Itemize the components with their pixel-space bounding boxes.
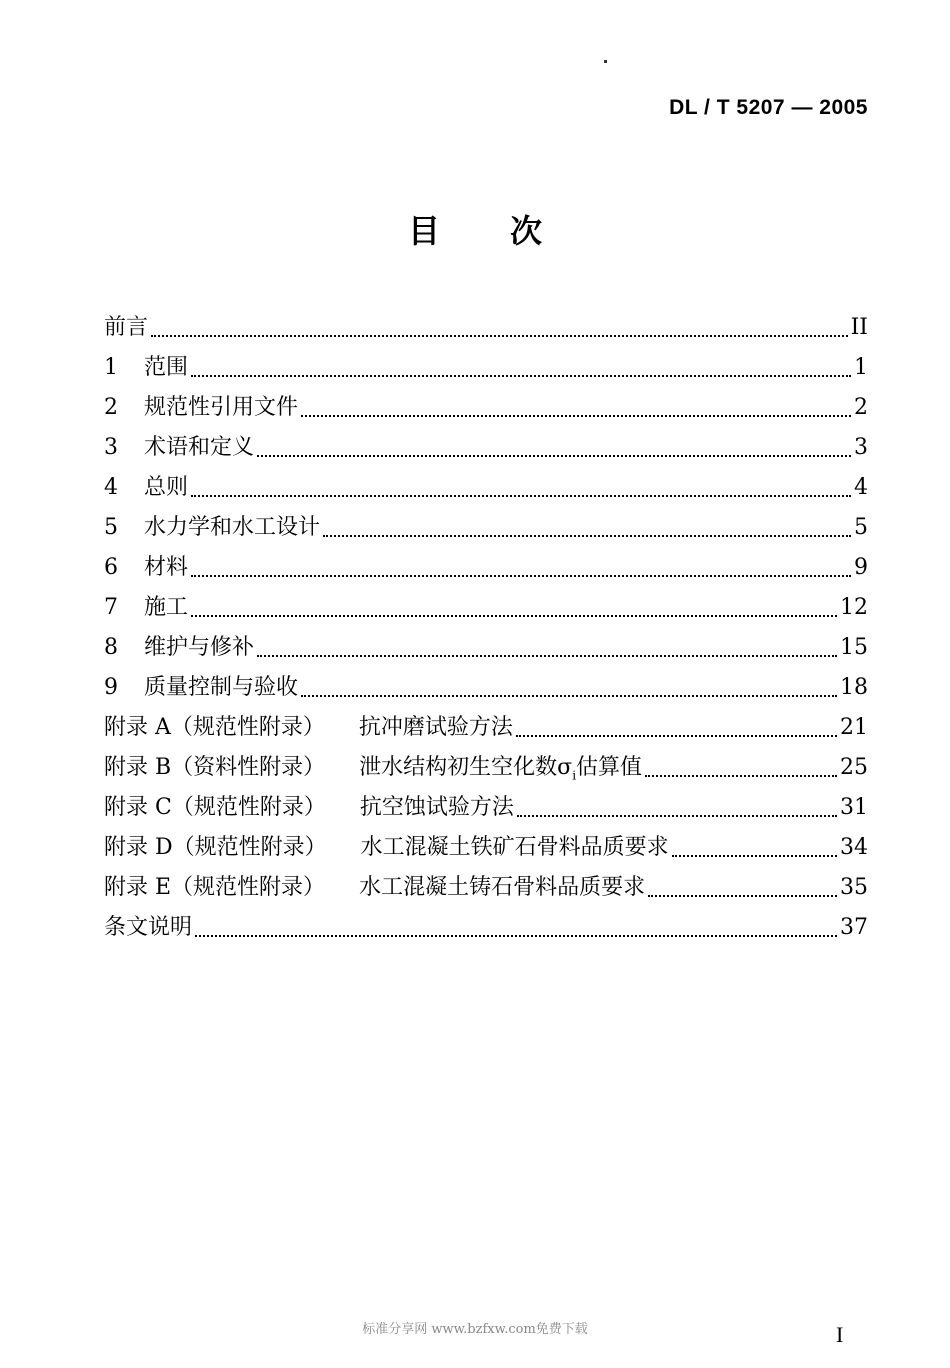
dot-leader bbox=[195, 935, 837, 937]
toc-entry-foreword[interactable] bbox=[104, 308, 868, 348]
toc-page: 1 bbox=[854, 355, 868, 380]
appendix-prefix: 附录 A（规范性附录） bbox=[104, 715, 325, 740]
toc-page: 35 bbox=[840, 875, 868, 900]
toc-page: 15 bbox=[840, 635, 868, 660]
appendix-prefix: 附录 D（规范性附录） bbox=[104, 835, 327, 860]
dot-leader bbox=[191, 375, 851, 377]
toc-entry-1[interactable] bbox=[104, 348, 868, 388]
toc-entry-appendix-d[interactable] bbox=[104, 828, 868, 868]
dot-leader bbox=[191, 615, 837, 617]
toc-page: 18 bbox=[840, 675, 868, 700]
toc-entry-explanation[interactable] bbox=[104, 908, 868, 948]
toc-number: 5 bbox=[104, 515, 118, 540]
toc-label: 抗空蚀试验方法 bbox=[359, 795, 514, 820]
appendix-prefix: 附录 E（规范性附录） bbox=[104, 875, 326, 900]
dot-leader bbox=[648, 895, 837, 897]
toc-number: 6 bbox=[104, 555, 118, 580]
toc-page: 21 bbox=[840, 715, 868, 740]
appendix-prefix: 附录 B（资料性附录） bbox=[104, 755, 326, 780]
toc-label: 水力学和水工设计 bbox=[144, 515, 321, 540]
dot-leader bbox=[516, 735, 837, 737]
toc-label: 规范性引用文件 bbox=[144, 395, 299, 420]
toc-entry-5[interactable] bbox=[104, 508, 868, 548]
dot-leader bbox=[645, 775, 837, 777]
toc-label: 水工混凝土铁矿石骨料品质要求 bbox=[360, 835, 669, 860]
toc-number: 7 bbox=[104, 595, 118, 620]
subscript: i bbox=[572, 768, 577, 783]
toc-number: 9 bbox=[104, 675, 118, 700]
toc-label: 抗冲磨试验方法 bbox=[358, 715, 513, 740]
dot-leader bbox=[672, 855, 837, 857]
toc-entry-8[interactable] bbox=[104, 628, 868, 668]
dot-leader bbox=[323, 535, 851, 537]
toc-entry-7[interactable] bbox=[104, 588, 868, 628]
toc-page: 3 bbox=[854, 435, 868, 460]
toc-entry-6[interactable] bbox=[104, 548, 868, 588]
footer-site-watermark: 标准分享网 www.bzfxw.com免费下载 bbox=[362, 1322, 588, 1337]
footer-page-number: I bbox=[836, 1322, 844, 1347]
toc-label: 水工混凝土铸石骨料品质要求 bbox=[359, 875, 646, 900]
toc-page: 12 bbox=[840, 595, 868, 620]
toc-label: 术语和定义 bbox=[144, 435, 255, 460]
toc-label: 质量控制与验收 bbox=[144, 675, 299, 700]
toc-label: 维护与修补 bbox=[144, 635, 255, 660]
dot-leader bbox=[191, 495, 851, 497]
toc-page: 5 bbox=[854, 515, 868, 540]
toc-page: 34 bbox=[840, 835, 868, 860]
standard-code: DL / T 5207 — 2005 bbox=[669, 96, 868, 119]
toc-page: II bbox=[850, 315, 868, 340]
dot-leader bbox=[301, 695, 837, 697]
dot-leader bbox=[191, 575, 851, 577]
dot-leader bbox=[517, 815, 837, 817]
toc-label: 泄水结构初生空化数$\sigma_i$估算值 bbox=[359, 755, 643, 783]
appendix-prefix: 附录 C（规范性附录） bbox=[104, 795, 326, 820]
toc-page: 9 bbox=[854, 555, 868, 580]
toc-entry-4[interactable] bbox=[104, 468, 868, 508]
toc-number: 3 bbox=[104, 435, 118, 460]
toc-entry-9[interactable] bbox=[104, 668, 868, 708]
toc-number: 4 bbox=[104, 475, 118, 500]
page-title: 目次 bbox=[407, 212, 612, 250]
toc-number: 8 bbox=[104, 635, 118, 660]
table-of-contents bbox=[104, 308, 868, 948]
toc-number: 1 bbox=[104, 355, 118, 380]
toc-label: 总则 bbox=[144, 475, 189, 500]
toc-label: 材料 bbox=[144, 555, 189, 580]
toc-page: 25 bbox=[840, 755, 868, 780]
toc-entry-appendix-b[interactable] bbox=[104, 748, 868, 788]
toc-entry-2[interactable] bbox=[104, 388, 868, 428]
toc-label: 施工 bbox=[144, 595, 189, 620]
speck-mark bbox=[604, 60, 607, 63]
toc-number: 2 bbox=[104, 395, 118, 420]
toc-label: 前言 bbox=[104, 315, 149, 340]
dot-leader bbox=[301, 415, 851, 417]
toc-label: 条文说明 bbox=[104, 915, 193, 940]
toc-page: 31 bbox=[840, 795, 868, 820]
toc-page: 4 bbox=[854, 475, 868, 500]
toc-entry-3[interactable] bbox=[104, 428, 868, 468]
toc-page: 37 bbox=[840, 915, 868, 940]
toc-page: 2 bbox=[854, 395, 868, 420]
toc-entry-appendix-c[interactable] bbox=[104, 788, 868, 828]
dot-leader bbox=[257, 455, 851, 457]
dot-leader bbox=[151, 335, 848, 337]
toc-entry-appendix-a[interactable] bbox=[104, 708, 868, 748]
toc-entry-appendix-e[interactable] bbox=[104, 868, 868, 908]
dot-leader bbox=[257, 655, 837, 657]
toc-label: 范围 bbox=[144, 355, 189, 380]
